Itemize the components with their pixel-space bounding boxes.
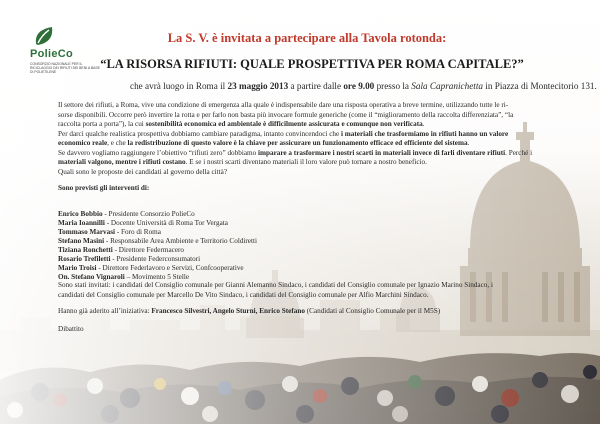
intro-highlight: materiali valgono, mentre i rifiuti costano [58,158,186,166]
lead-text: a partire dalle [288,81,344,91]
intro-text: , e che [107,139,128,147]
adhered-text: (Candidati al Consiglio Comunale per il M5S) [304,307,441,315]
speaker-name: Rosario Trefiletti [58,254,111,263]
lead-text: in Piazza di Montecitorio 131. [483,81,597,91]
invitation-heading: La S. V. è invitata a partecipare alla Tavola rotonda: [167,31,447,45]
intro-text: . [422,120,425,128]
intro-highlight: sostenibilità economica ed ambientale è difficilmente assicurata e comunque non verificata [145,120,423,128]
speaker-name: On. Stefano Vignaroli [58,272,125,281]
speaker-role: - Presidente Consorzio PolieCo [102,210,195,218]
intro-text: Per darci qualche realistica prospettiva dobbiamo cambiare paradigma, intanto convincendoci che [58,129,341,138]
closing-text: Dibattito [58,325,84,333]
speaker-row [58,255,358,264]
speaker-row [58,228,358,237]
intro-line [58,139,538,149]
intro-highlight: economico reale [58,139,108,147]
speaker-role: - Foro di Roma [115,227,161,236]
intro-text: . [467,139,470,147]
adhered-names: Francesco Silvestri, Angelo Sturni, Enrico Stefano [151,307,305,315]
intro-line: Quali sono le proposte dei candidati al governo della città? [58,167,228,176]
intro-text: Se davvero vogliamo raggiungere l’obiettivo “rifiuti zero” dobbiamo [58,148,258,157]
intro-highlight: imparare a trasformare i nostri scarti in materiali invece di farli diventare rifiuti [258,148,506,157]
intro-line [58,158,538,168]
speaker-row [58,246,358,255]
speaker-name: Tommaso Marvasi [58,227,116,236]
intro-line [58,130,538,140]
event-date: 23 maggio 2013 [227,81,289,91]
speaker-role: – Movimento 5 Stelle [124,272,190,281]
intro-text: . E se i nostri scarti diventano materiali il loro valore può tornare a nostro beneficio. [185,158,427,166]
speaker-name: Enrico Bobbio [58,210,103,218]
intro-text: raccolta porta a porta”), la cui [58,120,146,128]
event-title: “LA RISORSA RIFIUTI: QUALE PROSPETTIVA PER ROMA CAPITALE?” [100,57,524,71]
speaker-row [58,210,358,219]
event-details-line [130,81,597,92]
intro-text: . Perché i [505,148,533,157]
lead-text: presso la [374,81,412,91]
speaker-name: Maria Ioannilli [58,218,105,227]
intro-line: Il settore dei rifiuti, a Roma, vive una condizione di emergenza alla quale è indispensabile dare una risposta operativa a breve termine, utilizzando tutte le ri- [58,101,509,109]
event-venue: Sala Capranichetta [411,81,483,91]
intro-line [58,120,538,130]
logo-name: PolieCo [30,48,74,60]
intro-paragraph [58,101,538,177]
lead-text: che avrà luogo in Roma il [130,81,228,91]
speaker-row [58,264,358,273]
adhered-line [58,307,538,317]
adhered-text: Hanno già aderito all’iniziativa: [58,307,152,315]
invited-line: Sono stati invitati: i candidati del Consiglio comunale per Gianni Alemanno Sindaco, i candidati del Consiglio comunale per Ignazio Marino Sindaco, i [58,281,493,289]
intro-highlight: la redistribuzione di questo valore è la chiave per assicurare un funzionamento efficace ed efficiente del sistema [127,139,468,147]
speaker-name: Tiziana Ronchetti [58,245,113,254]
intro-line: sorse disponibili. Occorre però invertire la rotta e per farlo non basta più invocare formule generiche (come il “miglioramento della raccolta differenziata”, “la [58,110,514,119]
intro-line [58,149,538,159]
speaker-role: - Presidente Federconsumatori [110,254,201,263]
speakers-heading: Sono previsti gli interventi di: [58,184,150,192]
speaker-row [58,219,358,228]
event-time: ore 9.00 [343,81,375,91]
speaker-role: - Direttore Federlavoro e Servizi, Confcooperative [96,263,244,272]
speakers-list [58,210,358,282]
speaker-row [58,237,358,246]
logo-tagline: CONSORZIO NAZIONALE PER IL RICICLAGGIO DEI RIFIUTI DEI BENI A BASE DI POLIETILENE [30,62,100,74]
speaker-role: - Responsabile Area Ambiente e Territorio Coldiretti [104,236,257,245]
speaker-role: - Docente Università di Roma Tor Vergata [104,218,228,227]
invited-paragraph [58,281,538,300]
intro-highlight: i materiali che trasformiamo in rifiuti hanno un valore [341,129,509,138]
speaker-name: Mario Troisi [58,263,97,272]
speaker-name: Stefano Masini [58,236,105,245]
speaker-role: - Direttore Federmacero [112,245,185,254]
invited-line: candidati del Consiglio comunale per Marcello De Vito Sindaco, i candidati del Consiglio comunale per Alfio Marchini Sindaco. [58,290,429,299]
